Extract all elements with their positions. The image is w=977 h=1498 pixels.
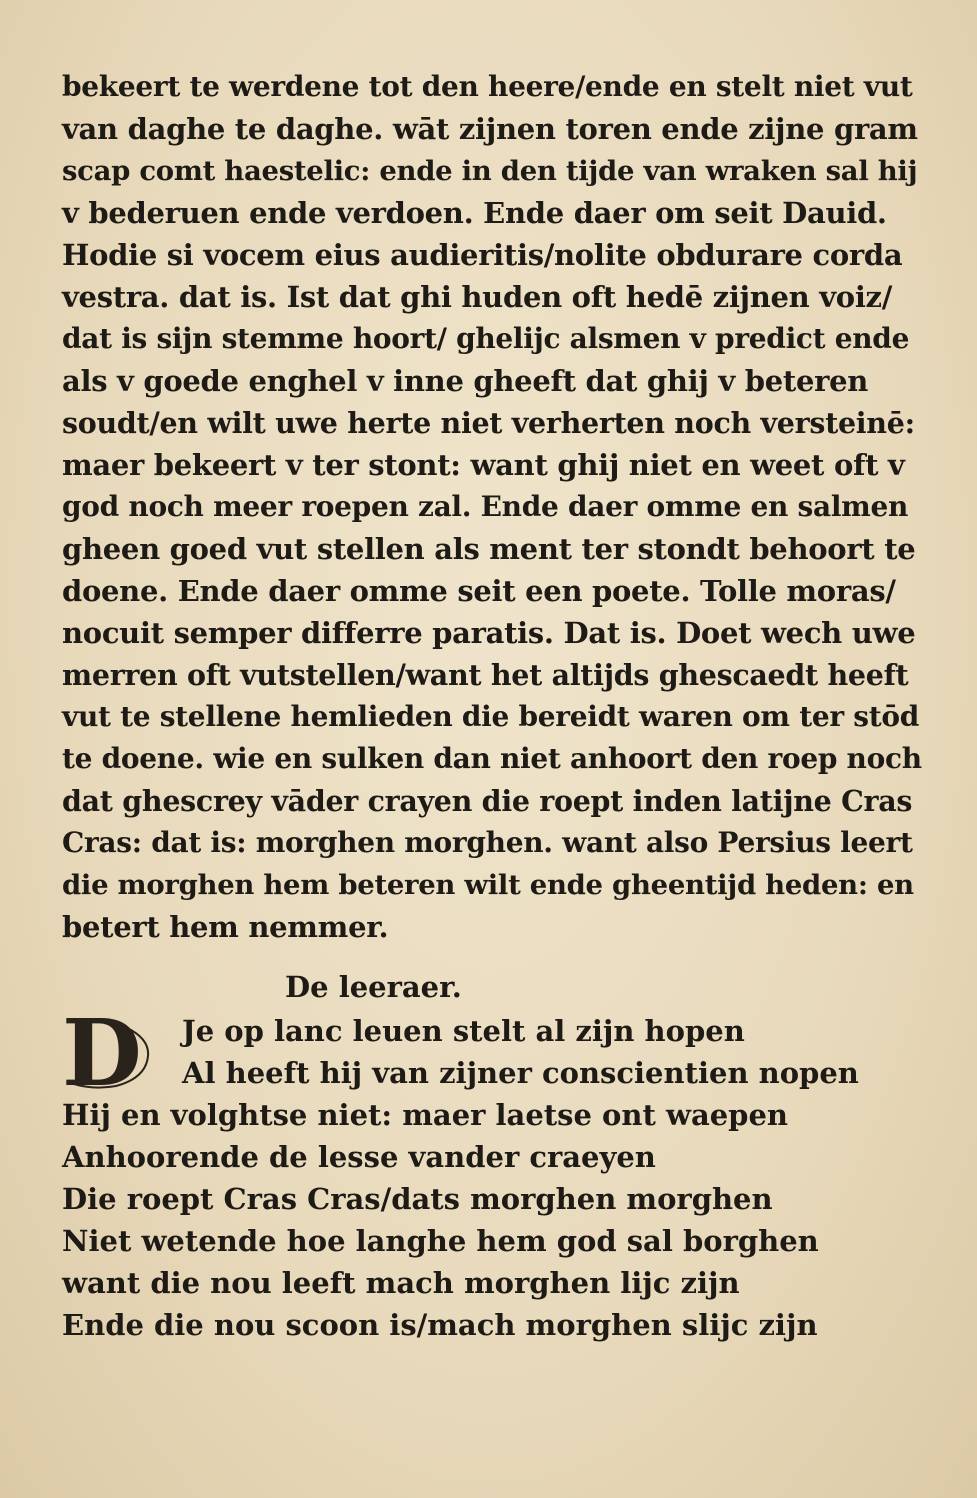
prose-line: dat is sijn stemme hoort/ ghelijc alsmen v predict ende: [62, 322, 910, 355]
verse-line: Al heeft hij van zijner conscientien nopen: [182, 1056, 859, 1090]
verse-line: Anhoorende de lesse vander craeyen: [62, 1140, 656, 1174]
prose-line: te doene. wie en sulken dan niet anhoort den roep noch: [62, 742, 922, 775]
prose-line: vut te stellene hemlieden die bereidt waren om ter stōd: [62, 700, 920, 733]
prose-line: maer bekeert v ter stont: want ghij niet en weet oft v: [62, 448, 905, 482]
prose-line: soudt/en wilt uwe herte niet verherten noch versteinē:: [62, 406, 915, 440]
prose-line: bekeert te werdene tot den heere/ende en stelt niet vut: [62, 70, 913, 103]
section-heading: De leeraer.: [285, 970, 462, 1004]
verse-block: [62, 999, 859, 1346]
prose-line: merren oft vutstellen/want het altijds ghescaedt heeft: [62, 658, 909, 692]
prose-line: scap comt haestelic: ende in den tijde van wraken sal hij: [62, 155, 918, 187]
verse-line: want die nou leeft mach morghen lijc zijn: [62, 1266, 740, 1300]
prose-line: god noch meer roepen zal. Ende daer omme en salmen: [62, 490, 909, 523]
verse-line: Die roept Cras Cras/dats morghen morghen: [62, 1182, 773, 1216]
prose-line: betert hem nemmer.: [62, 910, 389, 944]
drop-cap-initial: D: [62, 999, 142, 1107]
prose-line: vestra. dat is. Ist dat ghi huden oft hedē zijnen voiz/: [62, 280, 893, 314]
verse-line: Hij en volghtse niet: maer laetse ont waepen: [62, 1098, 788, 1132]
verse-line: Je op lanc leuen stelt al zijn hopen: [182, 1014, 745, 1048]
prose-line: doene. Ende daer omme seit een poete. Tolle moras/: [62, 574, 896, 608]
prose-line: van daghe te daghe. wāt zijnen toren ende zijne gram: [62, 112, 918, 146]
verse-line: Niet wetende hoe langhe hem god sal borghen: [62, 1224, 819, 1258]
prose-line: die morghen hem beteren wilt ende gheentijd heden: en: [62, 869, 914, 901]
prose-line: Cras: dat is: morghen morghen. want also Persius leert: [62, 826, 913, 859]
prose-line: nocuit semper differre paratis. Dat is. Doet wech uwe: [62, 616, 916, 650]
verse-line: Ende die nou scoon is/mach morghen slijc zijn: [62, 1308, 818, 1342]
prose-line: als v goede enghel v inne gheeft dat ghij v beteren: [62, 364, 869, 398]
prose-line: v bederuen ende verdoen. Ende daer om seit Dauid.: [62, 196, 887, 230]
prose-block: [62, 66, 922, 948]
prose-line: dat ghescrey vāder crayen die roept inden latijne Cras: [62, 784, 913, 818]
prose-line: Hodie si vocem eius audieritis/nolite obdurare corda: [62, 238, 903, 272]
prose-line: gheen goed vut stellen als ment ter stondt behoort te: [62, 532, 916, 566]
